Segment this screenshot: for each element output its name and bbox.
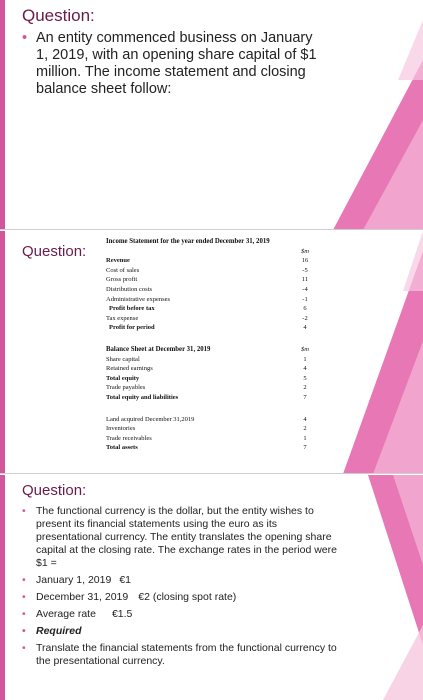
table-row: Inventories 2 [106,425,307,433]
table-row: Trade receivables 1 [106,434,307,442]
table-row: Administrative expenses -1 [106,295,308,303]
bullet-list [22,30,322,98]
table-row: Profit before tax 6 [109,305,307,313]
table-row: Distribution costs -4 [106,285,308,293]
bullet-item: • Required [22,625,82,637]
bullet-item: • January 1, 2019 €1 [22,574,131,586]
table-row: Trade payables 2 [106,384,307,392]
table-row: Retained earnings 4 [106,365,307,373]
table-row: Tax expense -2 [106,314,308,322]
accent-bar [0,231,5,473]
bullet-list [22,505,342,672]
financial-statements [106,237,312,453]
table-row: Land acquired December 31,2019 4 [106,415,307,423]
bullet-item: • Average rate €1.5 [22,608,133,620]
income-statement-header: Income Statement for the year ended December 31, 2019 [106,238,270,245]
slide-2 [0,231,423,474]
slide-3 [0,475,423,700]
table-row: Share capital 1 [106,355,307,363]
accent-bar [0,0,5,229]
table-row: Gross profit 11 [106,276,309,284]
decorative-triangles [303,231,423,474]
bullet-item: • Translate the financial statements from the functional currency to the presentational currency. [22,642,337,667]
rate-value: €1.5 [111,608,133,620]
slide-heading: Question: [22,6,95,25]
slide-heading: Question: [22,243,87,260]
bullet-item: • An entity commenced business on January 1, 2019, with an opening share capital of $1 million. The income statement and closing balance sheet follow: [22,30,317,97]
bullet-item: • December 31, 2019 €2 (closing spot rate) [22,591,237,603]
unit-label: $m [301,345,309,353]
table-row: Total assets 7 [106,444,307,452]
table-row: Total equity 5 [106,374,307,382]
slide-1 [0,0,423,230]
table-row: Profit for period 4 [109,324,307,332]
balance-sheet-header: Balance Sheet at December 31, 2019 $m [106,345,312,355]
accent-bar [0,475,5,700]
rate-value: €1 [119,574,131,586]
unit-label: $m [301,247,309,255]
slide-heading: Question: [22,482,87,499]
table-row: Cost of sales -5 [106,266,308,274]
table-row: Revenue 16 [106,257,309,265]
table-row: Total equity and liabilities 7 [106,393,307,401]
bullet-item: • The functional currency is the dollar, but the entity wishes to present its financial statements using the euro as its presentational currency. The entity translates the opening share capital at the closing rate. The exchange rates in the period were $1 = [22,505,337,569]
rate-value: €2 (closing spot rate) [138,591,237,603]
